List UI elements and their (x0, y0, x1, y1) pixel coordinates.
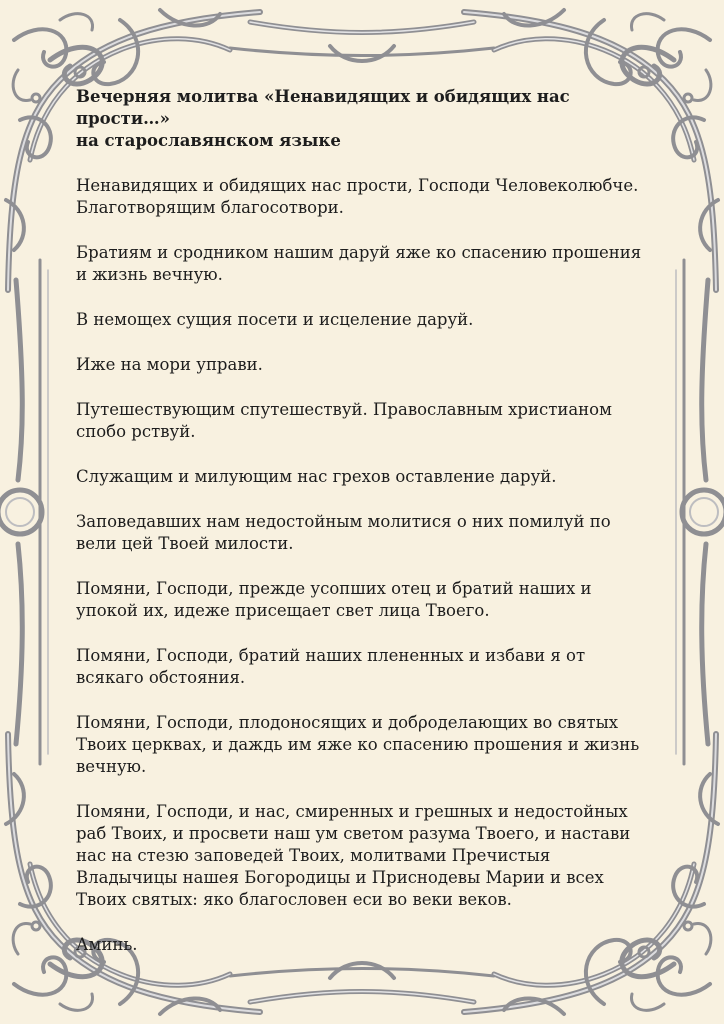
paragraph-10: Помяни, Господи, плодоносящих и добροделающих во святых Твоих церквах, и даждь им яже ко спасению прошения и жизнь вечную. (76, 713, 640, 776)
paragraph-4: Иже на мори управи. (76, 355, 263, 374)
document-title (76, 86, 656, 152)
paragraph-8: Помяни, Господи, прежде усопших отец и братий наших и упокой их, идеже присещает свет лица Твоего. (76, 579, 592, 620)
paragraph-2: Братиям и сродником нашим даруй яже ко спасению прошения и жизнь вечную. (76, 243, 642, 284)
paragraph-1: Ненавидящих и обидящих нас прости, Господи Человеколюбче. Благотворящим благосотвори. (76, 176, 639, 217)
paragraph-amen: Аминь. (76, 935, 138, 954)
paragraph-6: Служащим и милующим нас грехов оставление даруй. (76, 467, 557, 486)
paragraph-3: В немощех сущия посети и исцеление даруй. (76, 310, 474, 329)
prayer-document (76, 86, 656, 979)
paragraph-7: Заповедавших нам недостойным молитися о них помилуй по вели цей Твоей милости. (76, 512, 611, 553)
paragraph-5: Путешествующим спутешествуй. Православным христианом спобо рствуй. (76, 400, 612, 441)
paragraph-9: Помяни, Господи, братий наших плененных и избави я от всякаго обстояния. (76, 646, 586, 687)
title-line-2: на старославянском языке (76, 131, 341, 150)
paragraph-11: Помяни, Господи, и нас, смиренных и грешных и недостойных раб Твоих, и просвети наш ум светом разума Твоего, и настави нас на стезю заповедей Твоих, молитвами Пречистыя Владычицы нашея Богородицы и Приснодевы Марии и всех Твоих святых: яко благословен еси во веки веков. (76, 802, 631, 909)
title-line-1: Вечерняя молитва «Ненавидящих и обидящих нас прости…» (76, 87, 570, 128)
